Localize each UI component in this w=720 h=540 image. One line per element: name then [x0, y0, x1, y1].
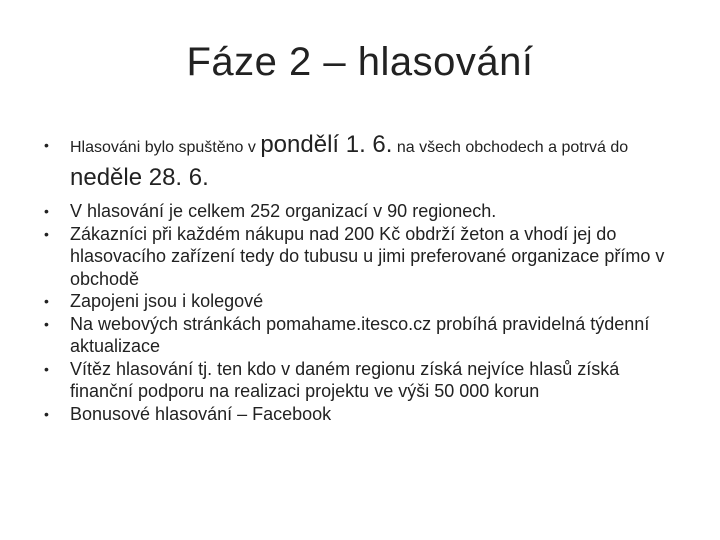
bullet-icon: •: [44, 225, 49, 242]
bullet-text: Na webových stránkách pomahame.itesco.cz probíhá pravidelná týdenní aktualizace: [70, 313, 650, 356]
bullet-icon: •: [44, 315, 49, 332]
bullet-item: [44, 223, 676, 291]
bullet-text: na všech obchodech a potrvá do: [392, 139, 629, 156]
bullet-item: [44, 313, 676, 358]
bullet-text: Vítěz hlasování tj. ten kdo v daném regionu získá nejvíce hlasů získá finanční podporu na realizaci projektu ve výši 50 000 korun: [70, 358, 620, 401]
bullet-item: [44, 403, 676, 426]
bullet-icon: •: [44, 203, 49, 219]
end-date: neděle 28. 6.: [70, 164, 209, 191]
bullet-text: V hlasování je celkem 252 organizací v 90 regionech.: [70, 201, 497, 221]
bullet-text: Zapojeni jsou i kolegové: [70, 291, 264, 311]
bullet-text: Bonusové hlasování – Facebook: [70, 403, 332, 424]
bullet-icon: •: [44, 137, 49, 153]
slide-title: Fáze 2 – hlasování: [186, 40, 534, 84]
bullet-item: [44, 358, 676, 403]
bullet-text: Hlasováni bylo spuštěno v: [70, 139, 261, 156]
bullet-item: [44, 200, 676, 223]
bullet-icon: •: [44, 360, 49, 377]
bullet-icon: •: [44, 405, 49, 422]
bullet-icon: •: [44, 293, 49, 309]
bullet-item-voting-dates: [44, 130, 676, 194]
bullet-item: [44, 290, 676, 313]
start-date: pondělí 1. 6.: [260, 131, 393, 158]
bullet-list: [44, 130, 676, 425]
bullet-text: Zákazníci při každém nákupu nad 200 Kč obdrží žeton a vhodí jej do hlasovacího zařízení tedy do tubusu u jimi preferované organizace přímo v obchodě: [70, 223, 665, 289]
